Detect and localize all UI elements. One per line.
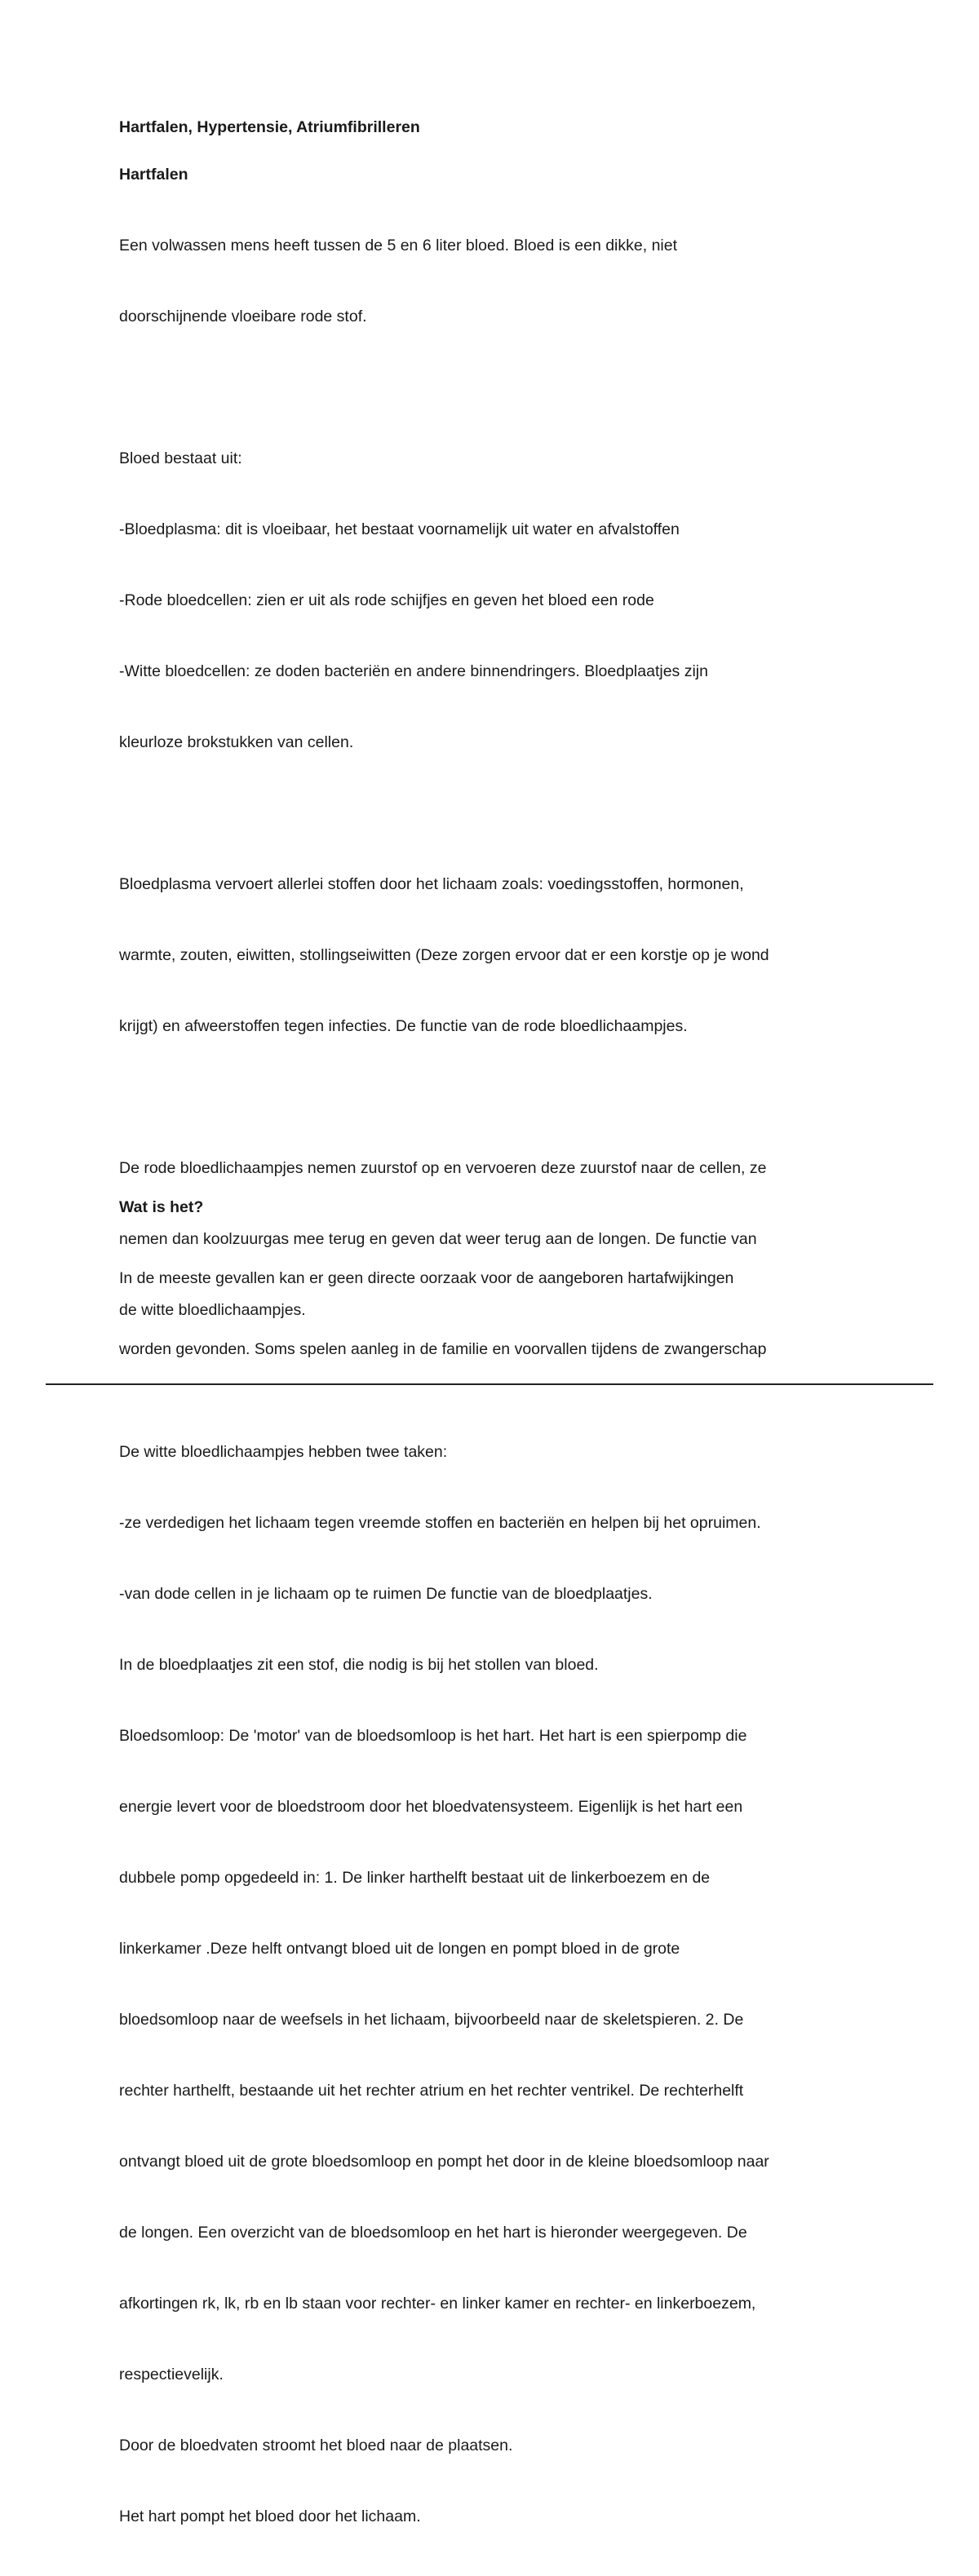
text-line: ontvangt bloed uit de grote bloedsomloop en pompt het door in de kleine bloedsomloop naar xyxy=(119,2153,769,2171)
section-heading-wat-is-het: Wat is het? xyxy=(119,1198,204,1216)
text-line: afkortingen rk, lk, rb en lb staan voor rechter- en linker kamer en rechter- en linkerboezem, xyxy=(119,2295,756,2313)
text-line: Bloedsomloop: De 'motor' van de bloedsomloop is het hart. Het hart is een spierpomp die xyxy=(119,1727,747,1745)
text-line: Een volwassen mens heeft tussen de 5 en 6 liter bloed. Bloed is een dikke, niet xyxy=(119,237,678,255)
text-line: bloedsomloop naar de weefsels in het lichaam, bijvoorbeeld naar de skeletspieren. 2. De xyxy=(119,2011,744,2029)
text-line: -ze verdedigen het lichaam tegen vreemde stoffen en bacteriën en helpen bij het opruimen. xyxy=(119,1514,761,1532)
footer-divider xyxy=(46,1383,933,1385)
text-line: Bloed bestaat uit: xyxy=(119,449,242,467)
spacer xyxy=(119,376,870,400)
paragraph-causes xyxy=(119,1219,870,1409)
paragraph-blood-volume xyxy=(119,187,870,376)
text-line: linkerkamer .Deze helft ontvangt bloed uit de longen en pompt bloed in de grote xyxy=(119,1940,680,1958)
text-line: -Bloedplasma: dit is vloeibaar, het bestaat voornamelijk uit water en afvalstoffen xyxy=(119,520,680,538)
text-line: de longen. Een overzicht van de bloedsomloop en het hart is hieronder weergegeven. De xyxy=(119,2224,747,2242)
text-line: rechter harthelft, bestaande uit het rechter atrium en het rechter ventrikel. De rechterhelft xyxy=(119,2082,744,2100)
spacer xyxy=(119,1086,870,1109)
text-line: In de meeste gevallen kan er geen directe oorzaak voor de aangeboren hartafwijkingen xyxy=(119,1269,734,1287)
text-line: kleurloze brokstukken van cellen. xyxy=(119,733,354,751)
text-line: krijgt) en afweerstoffen tegen infecties. De functie van de rode bloedlichaampjes. xyxy=(119,1017,688,1035)
text-line: -van dode cellen in je lichaam op te ruimen De functie van de bloedplaatjes. xyxy=(119,1585,653,1603)
text-line: In de bloedplaatjes zit een stof, die nodig is bij het stollen van bloed. xyxy=(119,1656,599,1674)
paragraph-blood-plasma xyxy=(119,825,870,1086)
text-line: dubbele pomp opgedeeld in: 1. De linker harthelft bestaat uit de linkerboezem en de xyxy=(119,1869,711,1887)
spacer xyxy=(119,802,870,825)
paragraph-white-blood-cells xyxy=(119,1393,870,2576)
text-line: Het hart pompt het bloed door het lichaam. xyxy=(119,2507,421,2525)
text-line: de witte bloedlichaampjes. xyxy=(119,1301,306,1319)
text-line: nemen dan koolzuurgas mee terug en geven dat weer terug aan de longen. De functie van xyxy=(119,1230,757,1248)
paragraph-blood-composition xyxy=(119,400,870,802)
spacer xyxy=(119,139,870,163)
text-line: De rode bloedlichaampjes nemen zuurstof op en vervoeren deze zuurstof naar de cellen, ze xyxy=(119,1159,767,1177)
text-line: energie levert voor de bloedstroom door het bloedvatensysteem. Eigenlijk is het hart een xyxy=(119,1798,743,1816)
text-line: -Rode bloedcellen: zien er uit als rode schijfjes en geven het bloed een rode xyxy=(119,591,654,609)
section-heading-hartfalen: Hartfalen xyxy=(119,166,188,184)
document-title: Hartfalen, Hypertensie, Atriumfibrilleren xyxy=(119,118,420,136)
text-line: De witte bloedlichaampjes hebben twee taken: xyxy=(119,1443,448,1461)
text-line: Door de bloedvaten stroomt het bloed naar de plaatsen. xyxy=(119,2437,513,2454)
text-line: warmte, zouten, eiwitten, stollingseiwitten (Deze zorgen ervoor dat er een korstje op je wond xyxy=(119,946,769,964)
text-line: respectievelijk. xyxy=(119,2366,224,2383)
section-wat-is-het xyxy=(119,1196,870,1409)
text-line: worden gevonden. Soms spelen aanleg in de familie en voorvallen tijdens de zwangerschap xyxy=(119,1340,767,1358)
text-line: -Witte bloedcellen: ze doden bacteriën en andere binnendringers. Bloedplaatjes zijn xyxy=(119,662,708,680)
text-line: Bloedplasma vervoert allerlei stoffen door het lichaam zoals: voedingsstoffen, hormonen, xyxy=(119,875,744,893)
text-line: doorschijnende vloeibare rode stof. xyxy=(119,308,367,325)
